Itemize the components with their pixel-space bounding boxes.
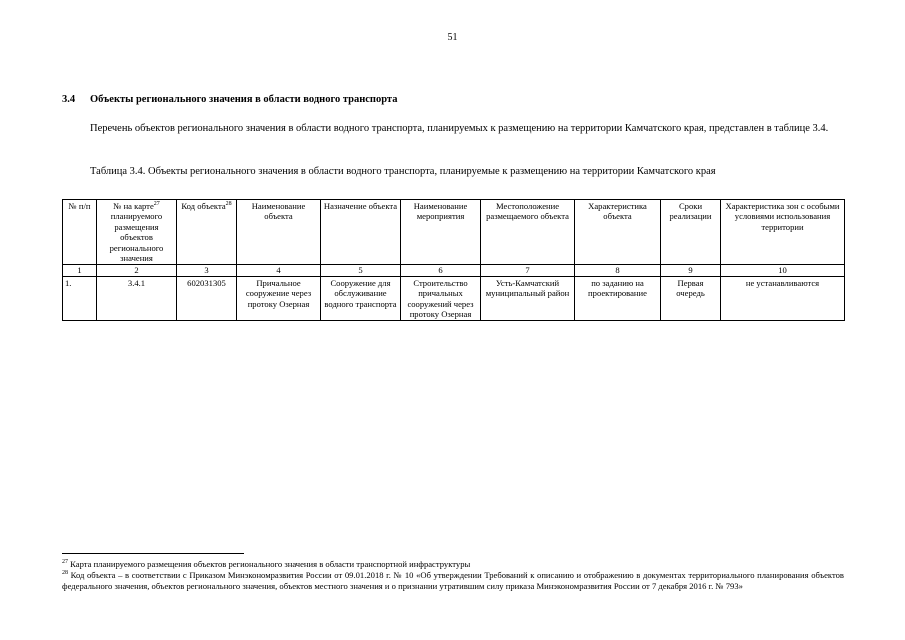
footnote-28 [62, 570, 844, 592]
column-number: 3 [177, 265, 237, 276]
header-cell: Код объекта$^{28}$ [177, 200, 237, 265]
footnote-27 [62, 559, 844, 570]
footnote-ref: 28 [225, 201, 232, 208]
table-cell: 1. [63, 276, 97, 321]
header-cell: № на карте$^{27}$ планируемого размещения объектов регионального значения [97, 200, 177, 265]
column-number-row [63, 265, 845, 276]
table-cell: Усть-Камчатский муниципальный район [481, 276, 575, 321]
table-row [63, 276, 845, 321]
footnote-divider [62, 553, 244, 554]
table-cell: 3.4.1 [97, 276, 177, 321]
header-cell: Наименование объекта [237, 200, 321, 265]
intro-paragraph: Перечень объектов регионального значения в области водного транспорта, планируемых к размещению на территории Камчатского края, представлен в таблице 3.4. [90, 123, 829, 134]
column-number: 6 [401, 265, 481, 276]
section-title: Объекты регионального значения в области водного транспорта [90, 94, 398, 105]
table-caption: Таблица 3.4. Объекты регионального значения в области водного транспорта, планируемые к размещению на территории Камчатского края [90, 166, 716, 177]
table-cell: Первая очередь [661, 276, 721, 321]
footnote-text: Код объекта – в соответствии с Приказом Минэкономразвития России от 09.01.2018 г. № 10 «Об утверждении Требований к описанию и отображению в документах территориального планирования объектов федерального значения, объектов регионального значения, объектов местного значения и о признании утратившим силу приказа Минэкономразвития России от 7 декабря 2016 г. № 793» [62, 570, 844, 591]
header-cell: Характеристика зон с особыми условиями использования территории [721, 200, 845, 265]
header-cell: № п/п [63, 200, 97, 265]
column-number: 5 [321, 265, 401, 276]
table-cell: по заданию на проектирование [575, 276, 661, 321]
header-cell: Наименование мероприятия [401, 200, 481, 265]
table-cell: Строительство причальных сооружений через протоку Озерная [401, 276, 481, 321]
header-cell: Назначение объекта [321, 200, 401, 265]
table-cell: Сооружение для обслуживание водного транспорта [321, 276, 401, 321]
section-heading [62, 94, 397, 105]
column-number: 4 [237, 265, 321, 276]
table-cell: 602031305 [177, 276, 237, 321]
footnotes [62, 559, 844, 592]
footnote-mark: 27 [62, 559, 68, 566]
column-number: 2 [97, 265, 177, 276]
header-cell: Характеристика объекта [575, 200, 661, 265]
footnote-ref: 27 [153, 201, 160, 208]
column-number: 9 [661, 265, 721, 276]
objects-table [62, 199, 845, 321]
footnote-text: Карта планируемого размещения объектов регионального значения в области транспортной инфраструктуры [68, 559, 471, 569]
column-number: 1 [63, 265, 97, 276]
section-number: 3.4 [62, 94, 76, 105]
column-number: 7 [481, 265, 575, 276]
table-cell: не устанавливаются [721, 276, 845, 321]
header-cell: Сроки реализации [661, 200, 721, 265]
column-number: 10 [721, 265, 845, 276]
header-cell: Местоположение размещаемого объекта [481, 200, 575, 265]
table-cell: Причальное сооружение через протоку Озерная [237, 276, 321, 321]
footnote-mark: 28 [62, 570, 68, 577]
column-number: 8 [575, 265, 661, 276]
page-number: 51 [447, 32, 458, 43]
table-header-row [63, 200, 845, 265]
